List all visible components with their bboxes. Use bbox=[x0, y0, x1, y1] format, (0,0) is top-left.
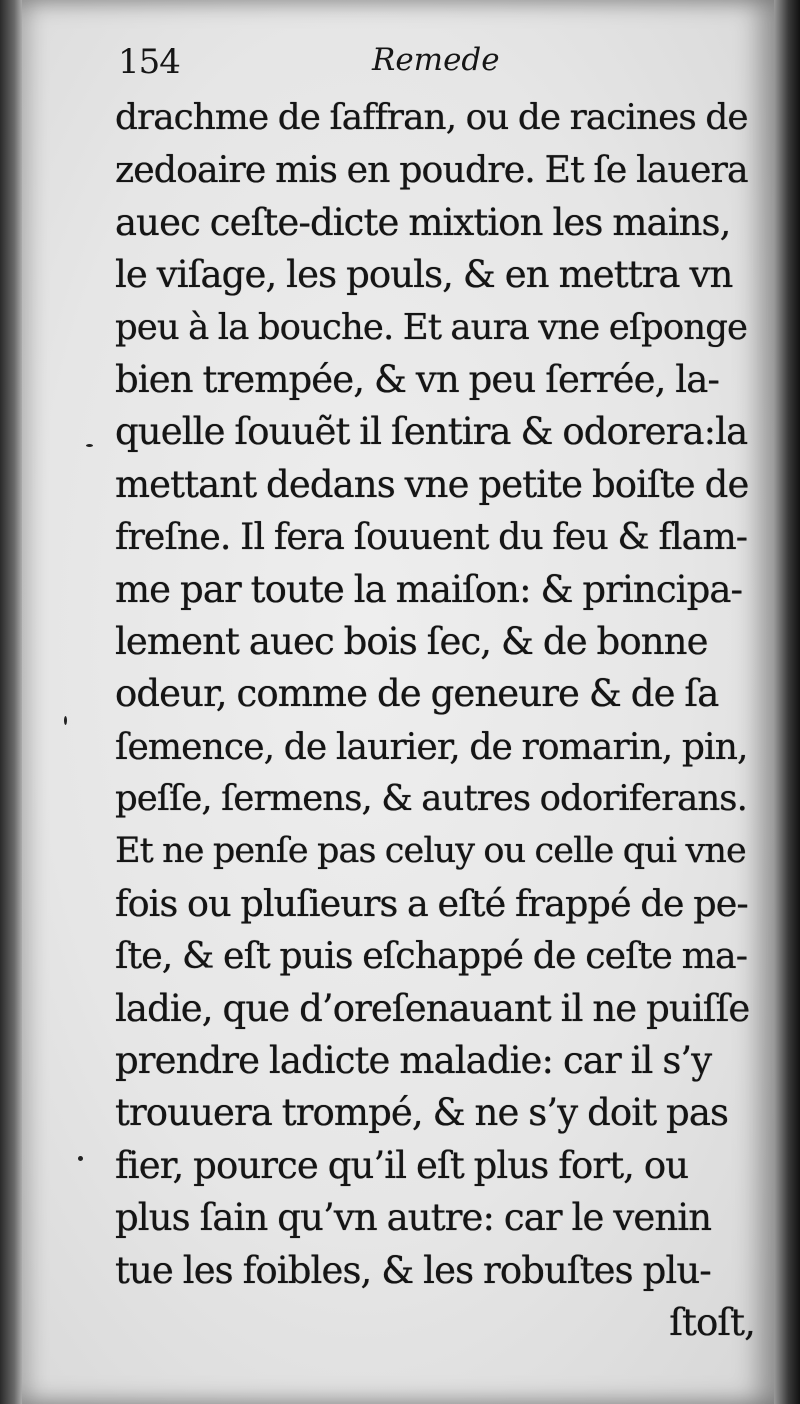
text-line: ſemence, de laurier, de romarin, pin, bbox=[115, 725, 748, 768]
page-number: 154 bbox=[118, 42, 180, 82]
text-line: odeur, comme de geneure & de ſa bbox=[115, 672, 719, 716]
text-line: trouuera trompé, & ne s’y doit pas bbox=[115, 1091, 729, 1135]
text-line: auec ceſte-dicte mixtion les mains, bbox=[115, 200, 731, 244]
text-line: fois ou pluſieurs a eſté frappé de pe- bbox=[115, 881, 748, 925]
text-line: me par toute la maiſon: & principa- bbox=[115, 567, 743, 611]
text-line: ſte, & eſt puis eſchappé de ceſte ma- bbox=[115, 934, 748, 978]
ink-speck bbox=[86, 444, 93, 447]
text-line: bien trempée, & vn peu ſerrée, la- bbox=[115, 357, 719, 401]
text-line: quelle ſouuẽt il ſentira & odorera:la bbox=[115, 410, 748, 454]
running-head bbox=[118, 38, 758, 90]
text-line: drachme de ſaffran, ou de racines de bbox=[115, 97, 748, 138]
body-text bbox=[115, 92, 755, 1349]
text-line: plus ſain qu’vn autre: car le venin bbox=[115, 1196, 712, 1240]
ink-speck bbox=[78, 1156, 83, 1161]
text-line: Et ne penſe pas celuy ou celle qui vne bbox=[115, 830, 746, 872]
text-line: mettant dedans vne petite boiſte de bbox=[115, 462, 749, 506]
running-title: Remede bbox=[372, 42, 500, 78]
text-line: ladie, que d’oreſenauant il ne puiſſe bbox=[115, 986, 750, 1030]
text-line: lement auec bois ſec, & de bonne bbox=[115, 619, 708, 663]
catchword-line: ſtoſt, bbox=[669, 1300, 755, 1344]
ink-speck bbox=[64, 716, 67, 725]
binding-gutter bbox=[0, 0, 24, 1404]
text-line: prendre ladicte maladie: car il s’y bbox=[115, 1039, 712, 1083]
text-line: zedoaire mis en poudre. Et ſe lauera bbox=[115, 148, 748, 192]
text-line: le viſage, les pouls, & en mettra vn bbox=[115, 253, 733, 297]
text-line: peu à la bouche. Et aura vne eſponge bbox=[115, 306, 748, 348]
text-line: fier, pource qu’il eſt plus fort, ou bbox=[115, 1143, 689, 1187]
text-line: peſſe, ſermens, & autres odoriferans. bbox=[115, 778, 747, 820]
text-line: tue les foibles, & les robuſtes plu- bbox=[115, 1248, 711, 1292]
page-edge-shadow bbox=[774, 0, 800, 1404]
text-line: freſne. Il fera ſouuent du feu & flam- bbox=[115, 515, 748, 559]
